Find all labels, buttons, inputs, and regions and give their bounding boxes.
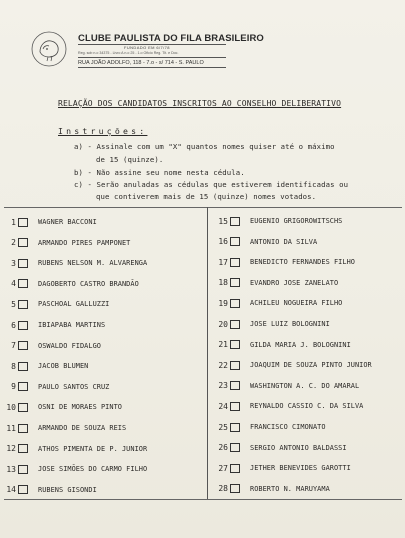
candidate-row bbox=[2, 236, 130, 250]
candidate-name: REYNALDO CASSIO C. DA SILVA bbox=[250, 402, 364, 411]
candidate-row bbox=[214, 296, 342, 310]
candidate-name: ACHILEU NOGUEIRA FILHO bbox=[250, 299, 343, 308]
candidate-row bbox=[2, 215, 97, 229]
candidate-row bbox=[214, 276, 338, 290]
candidate-number: 1 bbox=[11, 217, 16, 227]
candidate-row bbox=[2, 421, 126, 435]
header-rule bbox=[78, 57, 226, 58]
candidate-row bbox=[2, 462, 147, 476]
candidate-row bbox=[214, 317, 330, 331]
candidate-number: 16 bbox=[218, 237, 228, 247]
vote-checkbox[interactable] bbox=[18, 465, 28, 474]
candidate-number: 14 bbox=[6, 485, 16, 495]
candidate-number: 19 bbox=[218, 298, 228, 308]
candidate-row bbox=[2, 400, 122, 414]
candidate-number: 25 bbox=[218, 422, 228, 432]
candidate-name: BENEDICTO FERNANDES FILHO bbox=[250, 258, 355, 267]
ballot-title: RELAÇÃO DOS CANDIDATOS INSCRITOS AO CONSELHO DELIBERATIVO bbox=[58, 99, 342, 108]
candidate-name: EVANDRO JOSE ZANELATO bbox=[250, 278, 339, 287]
candidate-row bbox=[2, 277, 139, 291]
vote-checkbox[interactable] bbox=[18, 485, 28, 494]
candidate-number: 18 bbox=[218, 278, 228, 288]
candidate-row bbox=[2, 483, 97, 497]
vote-checkbox[interactable] bbox=[18, 382, 28, 391]
vote-checkbox[interactable] bbox=[18, 300, 28, 309]
candidate-number: 23 bbox=[218, 381, 228, 391]
vote-checkbox[interactable] bbox=[230, 217, 240, 226]
candidate-number: 8 bbox=[11, 361, 16, 371]
candidate-row bbox=[214, 358, 372, 372]
vote-checkbox[interactable] bbox=[18, 321, 28, 330]
vote-checkbox[interactable] bbox=[18, 424, 28, 433]
vote-checkbox[interactable] bbox=[18, 279, 28, 288]
candidate-number: 11 bbox=[6, 423, 16, 433]
vote-checkbox[interactable] bbox=[18, 362, 28, 371]
candidate-name: PAULO SANTOS CRUZ bbox=[38, 382, 110, 391]
candidate-name: WASHINGTON A. C. DO AMARAL bbox=[250, 381, 360, 390]
candidate-row bbox=[214, 214, 342, 228]
vote-checkbox[interactable] bbox=[18, 341, 28, 350]
candidate-name: ATHOS PIMENTA DE P. JUNIOR bbox=[38, 444, 148, 453]
candidate-row bbox=[214, 255, 355, 269]
candidate-name: JOSE LUIZ BOLOGNINI bbox=[250, 320, 330, 328]
candidate-row bbox=[2, 339, 101, 353]
table-bottom-border bbox=[4, 499, 402, 500]
candidate-name: IBIAPABA MARTINS bbox=[38, 321, 106, 329]
vote-checkbox[interactable] bbox=[18, 218, 28, 227]
vote-checkbox[interactable] bbox=[230, 402, 240, 411]
founded-date: FUNDADO EM 6/7/78 bbox=[124, 45, 170, 50]
candidate-name: OSWALDO FIDALGO bbox=[38, 341, 101, 350]
candidate-row bbox=[2, 256, 147, 270]
table-top-border bbox=[4, 207, 402, 208]
candidate-name: FRANCISCO CIMONATO bbox=[250, 423, 326, 431]
vote-checkbox[interactable] bbox=[18, 403, 28, 412]
candidate-name: OSNI DE MORAES PINTO bbox=[38, 403, 122, 412]
candidate-row bbox=[214, 338, 351, 352]
candidate-number: 12 bbox=[6, 444, 16, 454]
vote-checkbox[interactable] bbox=[230, 464, 240, 473]
candidate-number: 20 bbox=[218, 319, 228, 329]
vote-checkbox[interactable] bbox=[18, 259, 28, 268]
candidate-number: 6 bbox=[11, 320, 16, 330]
candidate-row bbox=[214, 482, 330, 496]
candidate-name: JOSE SIMÕES DO CARMO FILHO bbox=[38, 465, 148, 474]
candidate-row bbox=[2, 442, 147, 456]
registration-line: Reg. sob n.o 34375 - Livro A n.o 25 - 1.o Oficio Reg. Tit. e Doc. bbox=[78, 51, 179, 55]
candidate-name: JACOB BLUMEN bbox=[38, 362, 89, 371]
candidate-number: 15 bbox=[218, 216, 228, 226]
vote-checkbox[interactable] bbox=[18, 444, 28, 453]
candidate-name: JOAQUIM DE SOUZA PINTO JUNIOR bbox=[250, 361, 372, 370]
candidate-row bbox=[214, 461, 351, 475]
candidate-name: DAGOBERTO CASTRO BRANDÃO bbox=[38, 279, 139, 288]
vote-checkbox[interactable] bbox=[230, 299, 240, 308]
candidate-number: 21 bbox=[218, 340, 228, 350]
instruction-line: b) - Não assine seu nome nesta cédula. bbox=[74, 168, 245, 177]
candidate-name: WAGNER BACCONI bbox=[38, 218, 97, 226]
candidate-number: 17 bbox=[218, 257, 228, 267]
candidate-number: 10 bbox=[6, 402, 16, 412]
vote-checkbox[interactable] bbox=[230, 340, 240, 349]
candidate-row bbox=[2, 380, 109, 394]
vote-checkbox[interactable] bbox=[230, 278, 240, 287]
candidate-number: 22 bbox=[218, 360, 228, 370]
candidate-name: GILDA MARIA J. BOLOGNINI bbox=[250, 340, 351, 349]
candidate-row bbox=[2, 359, 88, 373]
candidate-number: 5 bbox=[11, 299, 16, 309]
candidate-number: 28 bbox=[218, 484, 228, 494]
candidate-row bbox=[214, 420, 326, 434]
candidate-name: SERGIO ANTONIO BALDASSI bbox=[250, 443, 347, 452]
candidate-number: 26 bbox=[218, 443, 228, 453]
instruction-line: c) - Serão anuladas as cédulas que estiverem identificadas ou bbox=[74, 180, 349, 189]
candidate-name: ROBERTO N. MARUYAMA bbox=[250, 484, 330, 493]
vote-checkbox[interactable] bbox=[230, 381, 240, 390]
candidate-number: 9 bbox=[11, 382, 16, 392]
vote-checkbox[interactable] bbox=[230, 484, 240, 493]
club-name: CLUBE PAULISTA DO FILA BRASILEIRO bbox=[78, 33, 264, 44]
candidate-name: ANTONIO DA SILVA bbox=[250, 237, 318, 246]
vote-checkbox[interactable] bbox=[230, 320, 240, 329]
instruction-line: que contiverem mais de 15 (quinze) nomes votados. bbox=[96, 192, 317, 201]
candidate-name: RUBENS GISONDI bbox=[38, 485, 97, 494]
candidate-number: 13 bbox=[6, 464, 16, 474]
candidate-number: 7 bbox=[11, 341, 16, 351]
instruction-line: a) - Assinale com um "X" quantos nomes quiser até o máximo bbox=[74, 142, 335, 151]
vote-checkbox[interactable] bbox=[230, 361, 240, 370]
candidate-name: PASCHOAL GALLUZZI bbox=[38, 300, 110, 309]
column-divider bbox=[207, 207, 208, 499]
instructions-heading: Instruções: bbox=[58, 126, 148, 136]
candidate-row bbox=[2, 297, 109, 311]
candidate-name: EUGENIO GRIGOROWITSCHS bbox=[250, 217, 343, 225]
vote-checkbox[interactable] bbox=[230, 423, 240, 432]
candidate-row bbox=[214, 235, 317, 249]
candidate-name: RUBENS NELSON M. ALVARENGA bbox=[38, 259, 148, 268]
candidate-name: ARMANDO PIRES PAMPONET bbox=[38, 238, 131, 247]
header-rule bbox=[78, 67, 226, 68]
candidate-number: 2 bbox=[11, 238, 16, 248]
candidate-row bbox=[214, 399, 363, 413]
candidate-name: JETHER BENEVIDES GAROTTI bbox=[250, 464, 351, 473]
candidate-number: 27 bbox=[218, 463, 228, 473]
vote-checkbox[interactable] bbox=[230, 258, 240, 267]
vote-checkbox[interactable] bbox=[230, 443, 240, 452]
instruction-line: de 15 (quinze). bbox=[96, 155, 164, 164]
club-logo-dog-icon bbox=[30, 30, 68, 68]
candidate-row bbox=[214, 441, 347, 455]
candidate-number: 4 bbox=[11, 279, 16, 289]
candidate-row bbox=[2, 318, 105, 332]
candidate-row bbox=[214, 379, 359, 393]
candidate-number: 24 bbox=[218, 401, 228, 411]
candidate-number: 3 bbox=[11, 258, 16, 268]
candidate-name: ARMANDO DE SOUZA REIS bbox=[38, 424, 127, 432]
vote-checkbox[interactable] bbox=[230, 237, 240, 246]
club-address: RUA JOÃO ADOLFO, 118 - 7.o - s/ 714 - S. PAULO bbox=[78, 60, 204, 66]
vote-checkbox[interactable] bbox=[18, 238, 28, 247]
